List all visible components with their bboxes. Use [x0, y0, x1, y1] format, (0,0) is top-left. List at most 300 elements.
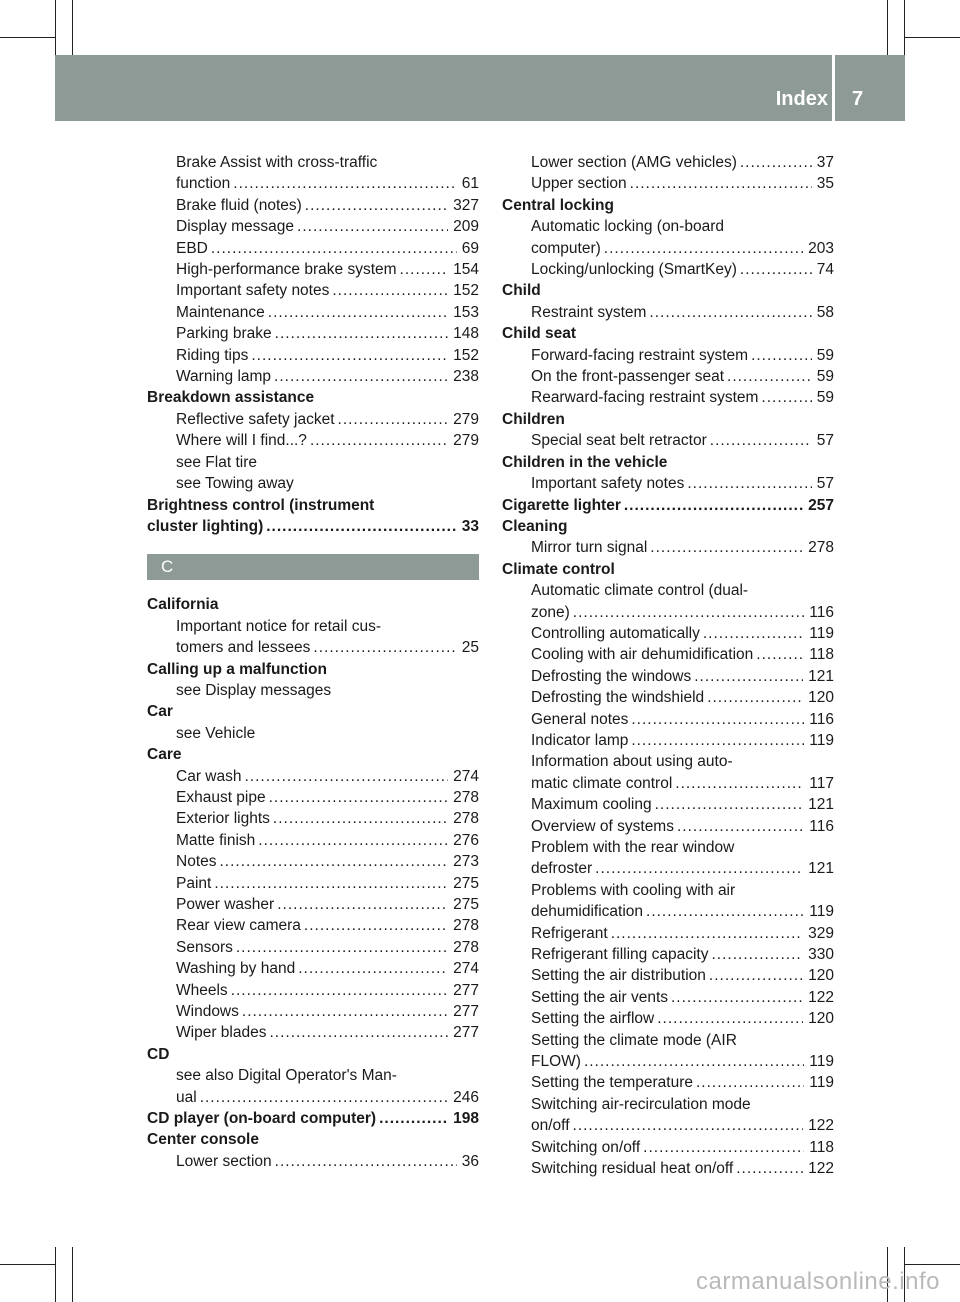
dot-leader: [671, 987, 803, 1008]
index-heading: [502, 452, 834, 473]
page-reference: 154: [453, 261, 479, 279]
index-entry: [502, 773, 834, 794]
dot-leader: [273, 808, 448, 829]
dot-leader: [707, 687, 803, 708]
index-entry: [502, 965, 834, 986]
dot-leader: [740, 259, 812, 280]
index-heading: [502, 559, 834, 580]
index-entry: [147, 409, 479, 430]
entry-text: Children: [502, 410, 565, 428]
entry-text: Child: [502, 282, 541, 300]
entry-text: Indicator lamp: [531, 731, 629, 749]
crop-mark: [905, 37, 960, 38]
index-entry: [502, 366, 834, 387]
crop-mark: [72, 1247, 73, 1302]
dot-leader: [268, 302, 448, 323]
entry-text: Display message: [176, 218, 295, 236]
index-entry: [502, 602, 834, 623]
page-reference: 120: [808, 689, 834, 707]
entry-text: dehumidification: [531, 903, 644, 921]
index-entry: [147, 637, 479, 658]
page-reference: 120: [808, 967, 834, 985]
index-entry: [147, 302, 479, 323]
entry-text: Switching on/off: [531, 1138, 641, 1156]
page-reference: 116: [809, 603, 834, 621]
index-entry: [502, 1158, 834, 1179]
page-reference: 153: [453, 303, 479, 321]
page-reference: 152: [453, 346, 479, 364]
entry-text: zone): [531, 603, 570, 621]
page-number: 7: [852, 88, 864, 110]
index-entry: [147, 473, 479, 494]
index-entry: [147, 1065, 479, 1086]
dot-leader: [274, 366, 448, 387]
entry-text: Riding tips: [176, 346, 249, 364]
crop-mark: [0, 1264, 55, 1265]
index-entry: [502, 901, 834, 922]
index-entry: [502, 259, 834, 280]
entry-text: Windows: [176, 1003, 239, 1021]
entry-text: Important safety notes: [531, 475, 685, 493]
entry-text: see Display messages: [176, 681, 332, 699]
index-entry: [147, 808, 479, 829]
dot-leader: [624, 495, 803, 516]
dot-leader: [650, 537, 803, 558]
index-heading: [147, 659, 479, 680]
index-entry: [147, 173, 479, 194]
page-reference: 36: [461, 1152, 479, 1170]
dot-leader: [338, 409, 449, 430]
entry-text: Climate control: [502, 560, 615, 578]
entry-text: Setting the airflow: [531, 1010, 655, 1028]
crop-mark: [55, 1247, 56, 1302]
page-reference: 278: [453, 938, 479, 956]
page-reference: 69: [461, 239, 479, 257]
entry-text: Maintenance: [176, 303, 265, 321]
entry-text: Wiper blades: [176, 1024, 267, 1042]
entry-text: Warning lamp: [176, 368, 272, 386]
index-heading: [147, 495, 479, 516]
page-reference: 120: [808, 1010, 834, 1028]
dot-leader: [646, 901, 804, 922]
dot-leader: [251, 345, 448, 366]
page-reference: 59: [816, 346, 834, 364]
entry-text: Power washer: [176, 896, 275, 913]
entry-text: ual: [176, 1088, 197, 1106]
index-entry: [147, 430, 479, 451]
dot-leader: [573, 602, 805, 623]
dot-leader: [332, 280, 448, 301]
entry-text: CD player (on-board computer): [147, 1110, 377, 1128]
dot-leader: [313, 637, 456, 658]
index-entry: [147, 766, 479, 787]
entry-text: see Flat tire: [176, 453, 257, 471]
dot-leader: [727, 366, 812, 387]
page-reference: 277: [453, 1003, 479, 1021]
index-entry: [502, 1094, 834, 1115]
index-entry: [502, 751, 834, 772]
index-entry: [147, 723, 479, 744]
entry-text: Where will I find...?: [176, 432, 307, 450]
index-entry: [502, 345, 834, 366]
dot-leader: [266, 516, 457, 537]
page-reference: 152: [453, 282, 479, 300]
entry-text: Brake fluid (notes): [176, 196, 302, 214]
index-entry: [502, 473, 834, 494]
page-reference: 278: [453, 810, 479, 828]
dot-leader: [751, 345, 812, 366]
dot-leader: [631, 730, 804, 751]
entry-text: Refrigerant filling capacity: [531, 946, 709, 964]
page-reference: 327: [453, 196, 479, 214]
page-reference: 25: [461, 639, 479, 657]
page-reference: 119: [809, 1053, 834, 1071]
header-divider: [832, 55, 835, 121]
index-entry: [502, 666, 834, 687]
dot-leader: [643, 1137, 804, 1158]
dot-leader: [379, 1108, 448, 1129]
page-reference: 275: [453, 896, 479, 913]
index-entry: [502, 623, 834, 644]
index-heading: [502, 495, 834, 516]
index-entry: [502, 152, 834, 173]
dot-leader: [269, 1022, 448, 1043]
entry-text: cluster lighting): [147, 517, 264, 535]
entry-text: Defrosting the windshield: [531, 689, 705, 707]
index-entry: [502, 430, 834, 451]
index-heading: [502, 516, 834, 537]
entry-text: function: [176, 175, 231, 193]
index-entry: [147, 323, 479, 344]
dot-leader: [677, 816, 804, 837]
entry-text: Exterior lights: [176, 810, 270, 828]
entry-text: Matte finish: [176, 831, 256, 849]
watermark: carmanualsonline.info: [696, 1268, 940, 1295]
index-entry: [147, 937, 479, 958]
index-entry: [147, 980, 479, 1001]
entry-text: Reflective safety jacket: [176, 410, 335, 428]
index-entry: [147, 958, 479, 979]
page-reference: 58: [816, 303, 834, 321]
dot-leader: [736, 1158, 803, 1179]
dot-leader: [200, 1087, 448, 1108]
index-entry: [147, 216, 479, 237]
index-entry: [147, 1087, 479, 1108]
entry-text: computer): [531, 239, 601, 257]
index-entry: [502, 1137, 834, 1158]
crop-mark: [55, 0, 56, 55]
page-reference: 275: [453, 874, 479, 892]
page-reference: 274: [453, 960, 479, 978]
entry-text: see also Digital Operator's Man-: [176, 1067, 397, 1085]
index-heading: [147, 1129, 479, 1150]
page-reference: 119: [809, 731, 834, 749]
entry-text: FLOW): [531, 1053, 581, 1071]
index-heading: [147, 594, 479, 615]
page-reference: 203: [808, 239, 834, 257]
index-entry: [502, 687, 834, 708]
entry-text: on/off: [531, 1117, 570, 1135]
index-heading: [147, 1044, 479, 1065]
index-column-right: [502, 152, 834, 1180]
dot-leader: [703, 623, 804, 644]
entry-text: Cigarette lighter: [502, 496, 621, 514]
entry-text: Cleaning: [502, 517, 568, 535]
index-entry: [502, 387, 834, 408]
index-entry: [502, 1051, 834, 1072]
index-column-left: [147, 152, 479, 1172]
index-entry: [147, 259, 479, 280]
index-heading: [502, 323, 834, 344]
page-reference: 257: [808, 496, 834, 514]
index-entry: [147, 873, 479, 894]
index-entry: [502, 858, 834, 879]
dot-leader: [305, 195, 448, 216]
page-reference: 119: [809, 903, 834, 921]
entry-text: Upper section: [531, 175, 627, 193]
page-reference: 329: [808, 924, 834, 942]
entry-text: Sensors: [176, 938, 233, 956]
index-entry: [502, 923, 834, 944]
entry-text: Automatic locking (on-board: [531, 218, 724, 236]
page-reference: 35: [816, 175, 834, 193]
dot-leader: [709, 965, 803, 986]
entry-text: General notes: [531, 710, 629, 728]
page-reference: 118: [809, 646, 834, 664]
index-entry: [502, 944, 834, 965]
entry-text: Locking/unlocking (SmartKey): [531, 261, 737, 279]
dot-leader: [675, 773, 804, 794]
entry-text: Switching air-recirculation mode: [531, 1095, 751, 1113]
entry-text: Brake Assist with cross-traffic: [176, 154, 378, 171]
index-entry: [147, 616, 479, 637]
entry-text: Child seat: [502, 325, 577, 343]
dot-leader: [244, 766, 448, 787]
page-reference: 279: [453, 410, 479, 428]
entry-text: On the front-passenger seat: [531, 368, 725, 386]
page-reference: 74: [816, 261, 834, 279]
dot-leader: [740, 152, 812, 173]
dot-leader: [611, 923, 803, 944]
page-reference: 121: [808, 860, 834, 878]
entry-text: Important notice for retail cus-: [176, 617, 382, 635]
index-entry: [147, 1022, 479, 1043]
page-reference: 274: [453, 767, 479, 785]
dot-leader: [236, 937, 448, 958]
entry-text: Overview of systems: [531, 817, 674, 835]
index-heading: [502, 195, 834, 216]
entry-text: Parking brake: [176, 325, 272, 343]
entry-text: matic climate control: [531, 774, 673, 792]
letter-section-header: C: [147, 554, 479, 580]
index-heading: [147, 701, 479, 722]
page-title: Index: [775, 88, 828, 110]
entry-text: Information about using auto-: [531, 753, 733, 771]
page-reference: 57: [816, 432, 834, 450]
index-entry: [147, 238, 479, 259]
index-entry: [147, 195, 479, 216]
entry-text: Children in the vehicle: [502, 453, 668, 471]
index-entry: [502, 837, 834, 858]
index-list-b: [147, 152, 479, 537]
index-entry: [147, 915, 479, 936]
index-entry: [502, 173, 834, 194]
entry-text: Setting the air distribution: [531, 967, 706, 985]
index-list-c-continued: [502, 152, 834, 1180]
dot-leader: [649, 302, 811, 323]
entry-text: Automatic climate control (dual-: [531, 582, 749, 600]
crop-mark: [72, 0, 73, 55]
entry-text: Maximum cooling: [531, 796, 652, 814]
index-entry: [147, 787, 479, 808]
page-reference: 117: [809, 774, 834, 792]
entry-text: Washing by hand: [176, 960, 296, 978]
index-entry: [147, 345, 479, 366]
dot-leader: [687, 473, 811, 494]
page-reference: 277: [453, 981, 479, 999]
index-heading: [147, 1108, 479, 1129]
index-entry: [502, 1030, 834, 1051]
entry-text: Restraint system: [531, 303, 647, 321]
dot-leader: [298, 958, 448, 979]
page-reference: 121: [808, 796, 834, 814]
index-entry: [502, 709, 834, 730]
dot-leader: [756, 644, 804, 665]
dot-leader: [631, 709, 804, 730]
dot-leader: [277, 894, 448, 915]
dot-leader: [269, 787, 449, 808]
dot-leader: [275, 1151, 457, 1172]
page-reference: 122: [808, 988, 834, 1006]
entry-text: Breakdown assistance: [147, 389, 315, 407]
page-reference: 273: [453, 853, 479, 871]
page-reference: 116: [809, 710, 834, 728]
dot-leader: [220, 851, 449, 872]
index-entry: [147, 830, 479, 851]
crop-mark: [904, 0, 905, 55]
entry-text: Rear view camera: [176, 917, 301, 935]
dot-leader: [297, 216, 448, 237]
entry-text: Forward-facing restraint system: [531, 346, 749, 364]
dot-leader: [231, 980, 448, 1001]
dot-leader: [604, 238, 803, 259]
index-entry: [502, 816, 834, 837]
entry-text: Wheels: [176, 981, 228, 999]
index-entry: [147, 280, 479, 301]
page-reference: 33: [461, 517, 479, 535]
page-reference: 59: [816, 368, 834, 386]
entry-text: Notes: [176, 853, 217, 871]
entry-text: Cooling with air dehumidification: [531, 646, 754, 664]
entry-text: EBD: [176, 239, 208, 257]
entry-text: California: [147, 596, 219, 614]
page-reference: 279: [453, 432, 479, 450]
dot-leader: [573, 1115, 804, 1136]
dot-leader: [233, 173, 456, 194]
page-reference: 119: [809, 624, 834, 642]
page-reference: 122: [808, 1117, 834, 1135]
entry-text: Switching residual heat on/off: [531, 1160, 734, 1178]
entry-text: Rearward-facing restraint system: [531, 389, 759, 407]
entry-text: Central locking: [502, 196, 614, 214]
entry-text: Problems with cooling with air: [531, 881, 736, 899]
page-reference: 277: [453, 1024, 479, 1042]
entry-text: defroster: [531, 860, 593, 878]
dot-leader: [258, 830, 448, 851]
page-reference: 122: [808, 1160, 834, 1178]
dot-leader: [710, 430, 812, 451]
page-reference: 330: [808, 946, 834, 964]
page-reference: 209: [453, 218, 479, 236]
page-reference: 116: [809, 817, 834, 835]
dot-leader: [275, 323, 448, 344]
entry-text: Car: [147, 703, 173, 721]
page-reference: 276: [453, 831, 479, 849]
index-entry: [147, 152, 479, 173]
page-reference: 37: [816, 154, 834, 171]
entry-text: Brightness control (instrument: [147, 496, 375, 514]
entry-text: Car wash: [176, 767, 242, 785]
page-reference: 148: [453, 325, 479, 343]
index-entry: [502, 1072, 834, 1093]
entry-text: see Vehicle: [176, 724, 256, 742]
index-entry: [502, 644, 834, 665]
page-reference: 278: [453, 788, 479, 806]
crop-mark: [887, 0, 888, 55]
entry-text: High-performance brake system: [176, 261, 397, 279]
dot-leader: [304, 915, 448, 936]
index-entry: [147, 851, 479, 872]
entry-text: Calling up a malfunction: [147, 660, 327, 678]
index-entry: [502, 730, 834, 751]
entry-text: CD: [147, 1045, 170, 1063]
dot-leader: [657, 1008, 803, 1029]
page-reference: 59: [816, 389, 834, 407]
index-entry: [147, 1151, 479, 1172]
dot-leader: [761, 387, 811, 408]
index-entry: [147, 680, 479, 701]
entry-text: Controlling automatically: [531, 624, 700, 642]
entry-text: Lower section (AMG vehicles): [531, 154, 737, 171]
entry-text: Center console: [147, 1131, 259, 1149]
index-entry: [147, 452, 479, 473]
index-entry: [147, 366, 479, 387]
entry-text: Setting the climate mode (AIR: [531, 1031, 737, 1049]
index-heading: [502, 409, 834, 430]
index-entry: [502, 880, 834, 901]
page-reference: 246: [453, 1088, 479, 1106]
entry-text: see Towing away: [176, 475, 294, 493]
index-entry: [502, 238, 834, 259]
dot-leader: [400, 259, 449, 280]
page-reference: 118: [809, 1138, 834, 1156]
index-heading: [147, 744, 479, 765]
page-reference: 238: [453, 368, 479, 386]
dot-leader: [630, 173, 812, 194]
dot-leader: [242, 1001, 448, 1022]
index-entry: [502, 216, 834, 237]
page-reference: 278: [453, 917, 479, 935]
crop-mark: [0, 37, 55, 38]
index-heading: [147, 516, 479, 537]
page-reference: 61: [461, 175, 479, 193]
dot-leader: [655, 794, 804, 815]
entry-text: Setting the air vents: [531, 988, 668, 1006]
crop-mark: [905, 1264, 960, 1265]
page-reference: 278: [808, 539, 834, 557]
index-heading: [502, 280, 834, 301]
index-entry: [502, 1115, 834, 1136]
